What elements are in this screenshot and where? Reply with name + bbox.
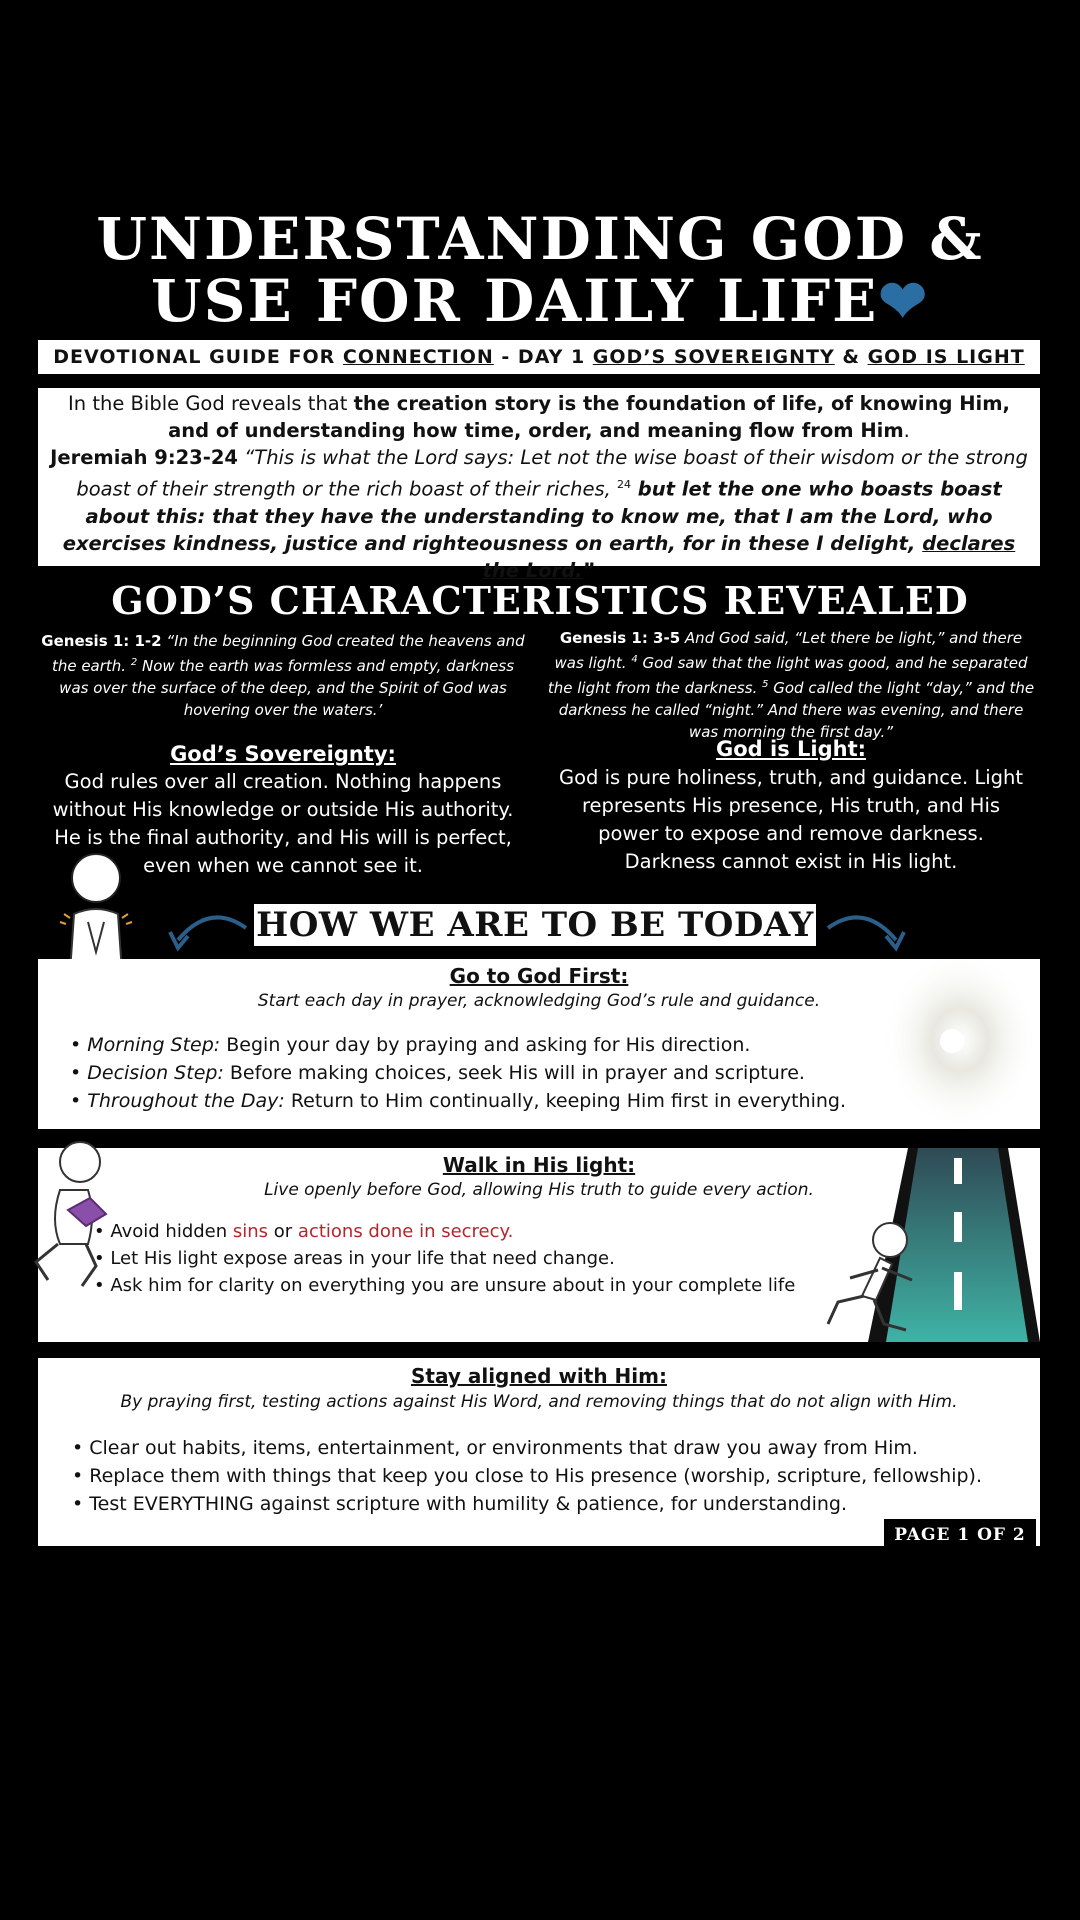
box3-subtitle: By praying first, testing actions against His Word, and removing things that do not align with Him. [120, 1392, 958, 1412]
sovereignty-body: God rules over all creation. Nothing happens without His knowledge or outside His authority. He is the final authority, and His will is perfect, even when we cannot see it. [52, 770, 514, 877]
box2-item3: Ask him for clarity on everything you are unsure about in your complete life [110, 1275, 796, 1296]
intro-close: ” [582, 558, 596, 582]
genesis-sup-5: 5 [762, 679, 769, 690]
box2-sins: sins [232, 1221, 269, 1242]
characteristics-heading: GOD’S CHARACTERISTICS REVEALED [111, 578, 969, 623]
page-indicator: PAGE 1 OF 2 [884, 1519, 1036, 1551]
subtitle-amp: & [834, 346, 868, 368]
list-item: • Test EVERYTHING against scripture with humility & patience, for understanding. [72, 1493, 848, 1515]
box1-subtitle: Start each day in prayer, acknowledging God’s rule and guidance. [257, 991, 821, 1011]
box1-item3-label: Throughout the Day: [87, 1090, 285, 1112]
intro-ref: Jeremiah 9:23-24 [50, 446, 238, 469]
intro-declares: declares the Lord. [482, 531, 1016, 582]
box1-heading: Go to God First: [449, 964, 629, 988]
box2-item1-a: Avoid hidden [110, 1221, 233, 1242]
intro-box [38, 388, 1040, 582]
title-line-1: UNDERSTANDING GOD & [96, 205, 984, 273]
box1-item3-text: Return to Him continually, keeping Him first in everything. [284, 1090, 847, 1112]
walking-person-icon [822, 1220, 918, 1340]
box1-item1-text: Begin your day by praying and asking for His direction. [220, 1034, 751, 1056]
list-item: • Avoid hidden sins or actions done in secrecy. [94, 1221, 514, 1242]
box2-actions: actions done in secrecy. [297, 1221, 514, 1242]
intro-start: In the Bible God reveals that [68, 392, 354, 415]
list-item: • Throughout the Day: Return to Him continually, keeping Him first in everything. [70, 1090, 847, 1112]
light-glow-icon [880, 959, 1040, 1139]
subtitle-sovereignty: GOD’S SOVEREIGNTY [592, 346, 835, 368]
title-line-2-text: USE FOR DAILY LIFE [151, 267, 879, 335]
genesis-1-2-verse [38, 630, 528, 721]
genesis-1-2-sup: 2 [130, 657, 138, 668]
intro-quote-1: “This is what the Lord says: Let not the wise boast of their wisdom or the strong boast of their strength or the rich boast of their riches, [76, 446, 1028, 501]
sovereignty-heading: God’s Sovereignty: [170, 742, 396, 766]
genesis-1-2-ref: Genesis 1: 1-2 [41, 632, 162, 650]
box3-item1: Clear out habits, items, entertainment, or environments that draw you away from Him. [89, 1437, 918, 1459]
box3-list [72, 1434, 1040, 1518]
genesis-1-3-5-text-1: And God said, “Let there be light,” and there was light. [554, 629, 1023, 672]
intro-end: . [903, 419, 910, 442]
genesis-sup-4: 4 [631, 654, 638, 665]
box3-heading: Stay aligned with Him: [411, 1364, 667, 1388]
today-heading: HOW WE ARE TO BE TODAY [254, 904, 816, 946]
list-item: • Decision Step: Before making choices, seek His will in prayer and scripture. [70, 1062, 805, 1084]
curved-arrow-left-icon [166, 906, 250, 954]
genesis-1-3-5-text-2: God saw that the light was good, and he separated the light from the darkness. [547, 654, 1028, 697]
intro-quote-bold: but let the one who boasts boast about this: that they have the understanding to know me, that I am the Lord, who exercises kindness, justice and righteousness on earth, for in these I delight, [62, 477, 1002, 555]
genesis-1-2-text-1: “In the beginning God created the heavens and the earth. [51, 632, 525, 675]
box2-or: or [268, 1221, 298, 1242]
genesis-1-2-text-2: Now the earth was formless and empty, darkness was over the surface of the deep, and the Spirit of God was hovering over the waters.’ [59, 657, 515, 719]
subtitle-light: GOD IS LIGHT [867, 346, 1025, 368]
genesis-1-3-5-ref: Genesis 1: 3-5 [559, 629, 681, 647]
box2-subtitle: Live openly before God, allowing His truth to guide every action. [264, 1180, 814, 1200]
intro-sup: 24 [617, 478, 632, 491]
light-heading: God is Light: [715, 737, 866, 761]
subtitle-bar [38, 340, 1040, 374]
box1-item2-text: Before making choices, seek His will in prayer and scripture. [223, 1062, 805, 1084]
list-item: • Let His light expose areas in your life that need change. [94, 1248, 615, 1269]
box3-item2: Replace them with things that keep you close to His presence (worship, scripture, fellowship). [89, 1465, 982, 1487]
title-line-2 [0, 267, 1080, 335]
genesis-1-3-5-verse [546, 627, 1036, 743]
light-body: God is pure holiness, truth, and guidance. Light represents His presence, His truth, and His power to expose and remove darkness. Darkness cannot exist in His light. [558, 766, 1024, 873]
subtitle-connection: CONNECTION [342, 346, 494, 368]
list-item: • Clear out habits, items, entertainment, or environments that draw you away from Him. [72, 1437, 918, 1459]
list-item: • Morning Step: Begin your day by praying and asking for His direction. [70, 1034, 751, 1056]
box1-item1-label: Morning Step: [87, 1034, 221, 1056]
box3-item3: Test EVERYTHING against scripture with humility & patience, for understanding. [89, 1493, 848, 1515]
subtitle-prefix: DEVOTIONAL GUIDE FOR [53, 346, 343, 368]
heart-icon: ❤ [878, 267, 929, 335]
box1-item2-label: Decision Step: [87, 1062, 224, 1084]
subtitle-middle: - DAY 1 [493, 346, 593, 368]
list-item: • Ask him for clarity on everything you are unsure about in your complete life [94, 1275, 796, 1296]
box2-item2: Let His light expose areas in your life that need change. [110, 1248, 615, 1269]
stay-aligned-box [38, 1358, 1040, 1546]
curved-arrow-right-icon [824, 906, 908, 954]
page-title [0, 205, 1080, 335]
genesis-1-3-5-text-3: God called the light “day,” and the darkness he called “night.” And there was evening, and there was morning the first day.” [558, 679, 1035, 741]
list-item: • Replace them with things that keep you close to His presence (worship, scripture, fellowship). [72, 1465, 982, 1487]
intro-bold: the creation story is the foundation of life, of knowing Him, and of understanding how time, order, and meaning flow from Him [168, 392, 1010, 442]
box2-heading: Walk in His light: [442, 1153, 636, 1177]
reading-person-icon [30, 1140, 114, 1290]
